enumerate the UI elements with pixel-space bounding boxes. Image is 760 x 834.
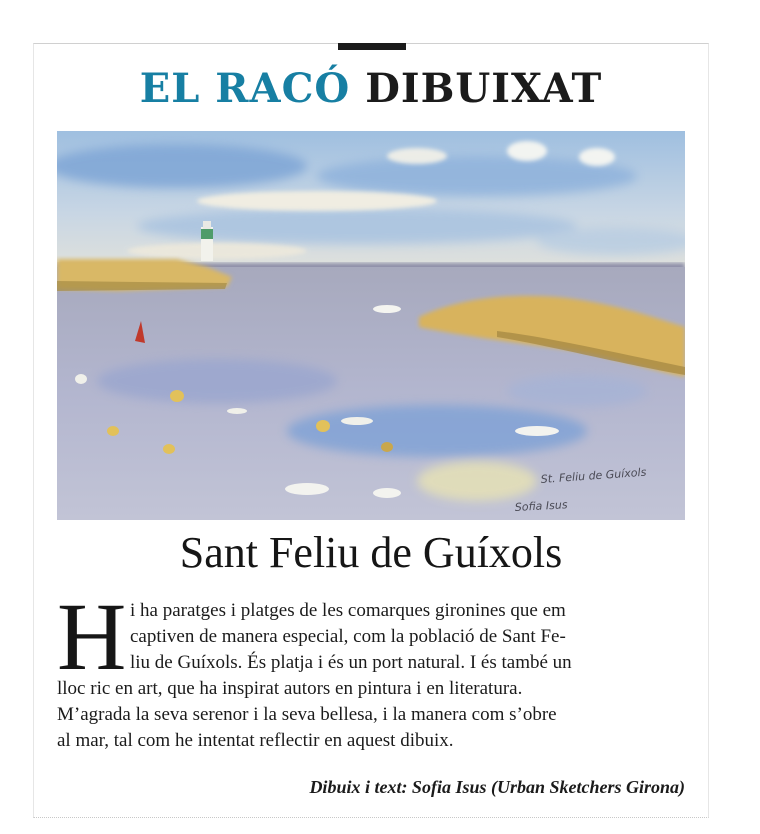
- body-line-3: liu de Guíxols. És platja i és un port natural. I és també un: [130, 652, 572, 673]
- article-headline: Sant Feliu de Guíxols: [179, 528, 563, 577]
- watercolor-illustration: [57, 131, 685, 520]
- section-marker-bar: [338, 43, 406, 50]
- body-line-4: lloc ric en art, que ha inspirat autors en pintura i en literatura.: [57, 678, 523, 699]
- article-credit: Dibuix i text: Sofia Isus (Urban Sketchers Girona): [309, 777, 685, 797]
- body-line-2: captiven de manera especial, com la població de Sant Fe-: [130, 626, 566, 647]
- svg-text:St. Feliu de Guíxols: St. Feliu de Guíxols: [540, 465, 647, 486]
- section-masthead: [0, 64, 742, 114]
- drop-cap: H: [57, 583, 127, 690]
- body-line-1: i ha paratges i platges de les comarques gironines que em: [130, 600, 566, 621]
- body-line-6: al mar, tal com he intentat reflectir en aquest dibuix.: [57, 730, 454, 751]
- masthead-accent: EL RACÓ: [139, 65, 351, 112]
- masthead-rest: DIBUIXAT: [365, 65, 603, 112]
- svg-text:Sofia Isus: Sofia Isus: [514, 498, 568, 514]
- body-line-5: M’agrada la seva serenor i la seva bellesa, i la manera com s’obre: [57, 704, 557, 725]
